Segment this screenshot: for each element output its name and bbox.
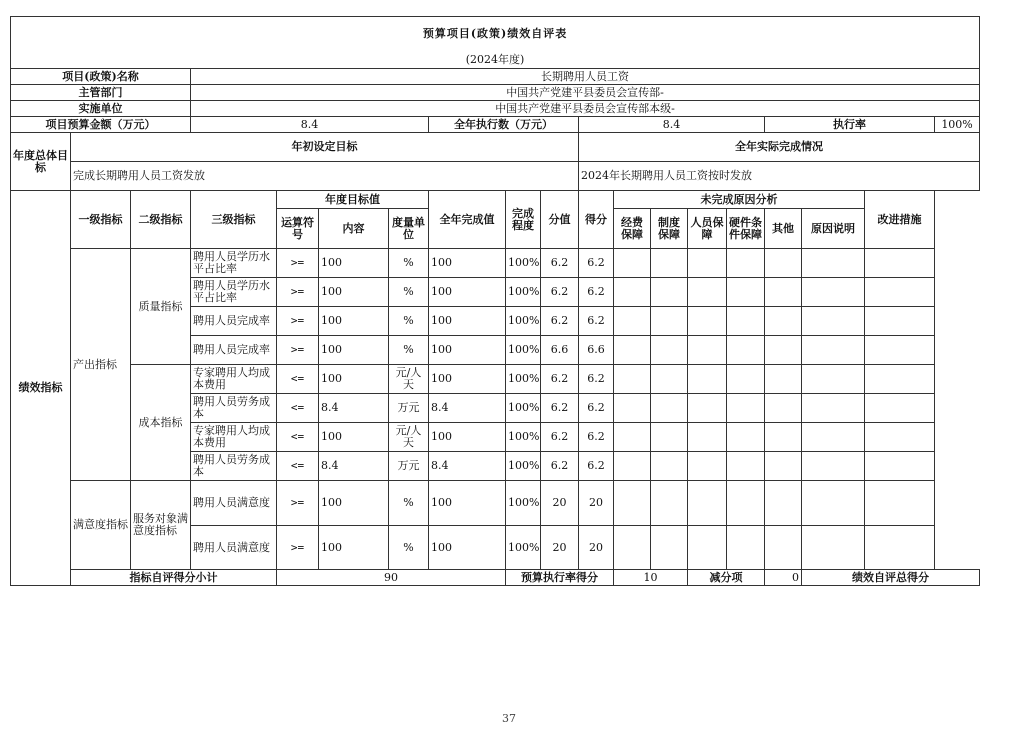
initial-goal-header: 年初设定目标 <box>71 133 579 162</box>
sheet-year: (2024年度) <box>11 51 980 69</box>
indicator-content: 100 <box>319 423 389 452</box>
empty-cell <box>614 278 651 307</box>
empty-cell <box>614 249 651 278</box>
indicator-actual: 8.4 <box>429 452 506 481</box>
indicator-got: 6.2 <box>579 452 614 481</box>
indicator-got: 6.2 <box>579 249 614 278</box>
total-label: 绩效自评总得分 <box>802 570 980 586</box>
empty-cell <box>765 394 802 423</box>
col-content: 内容 <box>319 209 389 249</box>
indicator-content: 100 <box>319 365 389 394</box>
empty-cell <box>802 249 865 278</box>
empty-cell <box>802 481 865 526</box>
indicator-content: 100 <box>319 526 389 570</box>
group-quality: 质量指标 <box>131 249 191 365</box>
empty-cell <box>651 307 688 336</box>
dept-value: 中国共产党建平县委员会宣传部- <box>191 85 980 101</box>
empty-cell <box>802 452 865 481</box>
indicator-unit: % <box>389 278 429 307</box>
empty-cell <box>865 526 935 570</box>
empty-cell <box>688 526 727 570</box>
indicator-name: 聘用人员学历水平占比率 <box>191 278 277 307</box>
empty-cell <box>651 423 688 452</box>
empty-cell <box>614 307 651 336</box>
empty-cell <box>614 336 651 365</box>
empty-cell <box>614 423 651 452</box>
indicator-unit: 元/人天 <box>389 423 429 452</box>
empty-cell <box>651 249 688 278</box>
col-level1: 一级指标 <box>71 191 131 249</box>
indicator-content: 100 <box>319 307 389 336</box>
indicator-actual: 100 <box>429 336 506 365</box>
empty-cell <box>865 423 935 452</box>
indicator-unit: % <box>389 307 429 336</box>
empty-cell <box>651 526 688 570</box>
col-full-year: 全年完成值 <box>429 191 506 249</box>
actual-result-header: 全年实际完成情况 <box>579 133 980 162</box>
indicator-score: 6.2 <box>541 423 579 452</box>
empty-cell <box>688 336 727 365</box>
col-degree: 完成程度 <box>506 191 541 249</box>
indicator-score: 20 <box>541 526 579 570</box>
indicator-content: 100 <box>319 481 389 526</box>
group-cost: 成本指标 <box>131 365 191 481</box>
indicator-score: 6.2 <box>541 307 579 336</box>
indicator-degree: 100% <box>506 452 541 481</box>
col-measures: 改进措施 <box>865 191 935 249</box>
project-name: 长期聘用人员工资 <box>191 69 980 85</box>
indicator-name: 聘用人员完成率 <box>191 336 277 365</box>
dept-label: 主管部门 <box>11 85 191 101</box>
empty-cell <box>802 423 865 452</box>
indicator-name: 聘用人员满意度 <box>191 526 277 570</box>
indicator-got: 6.2 <box>579 365 614 394</box>
indicator-op: <= <box>277 365 319 394</box>
indicator-unit: 万元 <box>389 394 429 423</box>
indicator-got: 6.2 <box>579 278 614 307</box>
page-number: 37 <box>502 712 516 725</box>
col-level3: 三级指标 <box>191 191 277 249</box>
deduct-value: 0 <box>765 570 802 586</box>
empty-cell <box>614 526 651 570</box>
empty-cell <box>727 249 765 278</box>
empty-cell <box>802 307 865 336</box>
empty-cell <box>727 452 765 481</box>
empty-cell <box>688 394 727 423</box>
indicator-degree: 100% <box>506 249 541 278</box>
empty-cell <box>865 452 935 481</box>
indicator-name: 聘用人员学历水平占比率 <box>191 249 277 278</box>
empty-cell <box>727 365 765 394</box>
indicator-op: >= <box>277 307 319 336</box>
indicator-degree: 100% <box>506 394 541 423</box>
empty-cell <box>802 278 865 307</box>
indicator-actual: 100 <box>429 307 506 336</box>
group-satisfaction: 满意度指标 <box>71 481 131 570</box>
empty-cell <box>865 249 935 278</box>
indicator-name: 聘用人员满意度 <box>191 481 277 526</box>
empty-cell <box>614 452 651 481</box>
indicator-content: 8.4 <box>319 452 389 481</box>
budget-label: 项目预算金额（万元） <box>11 117 191 133</box>
budget-score-label: 预算执行率得分 <box>506 570 614 586</box>
indicator-op: >= <box>277 526 319 570</box>
indicator-name: 聘用人员完成率 <box>191 307 277 336</box>
empty-cell <box>727 526 765 570</box>
indicator-score: 6.2 <box>541 452 579 481</box>
empty-cell <box>765 278 802 307</box>
empty-cell <box>614 365 651 394</box>
empty-cell <box>688 278 727 307</box>
indicator-got: 6.2 <box>579 394 614 423</box>
empty-cell <box>688 249 727 278</box>
empty-cell <box>765 481 802 526</box>
indicator-op: <= <box>277 452 319 481</box>
empty-cell <box>727 481 765 526</box>
indicator-op: <= <box>277 423 319 452</box>
indicator-op: >= <box>277 278 319 307</box>
indicator-unit: % <box>389 481 429 526</box>
group-service: 服务对象满意度指标 <box>131 481 191 570</box>
indicator-actual: 100 <box>429 365 506 394</box>
empty-cell <box>802 336 865 365</box>
indicator-got: 20 <box>579 526 614 570</box>
indicator-score: 20 <box>541 481 579 526</box>
empty-cell <box>688 452 727 481</box>
subtotal-label: 指标自评得分小计 <box>71 570 277 586</box>
indicator-name: 专家聘用人均成本费用 <box>191 365 277 394</box>
empty-cell <box>765 336 802 365</box>
indicator-score: 6.2 <box>541 394 579 423</box>
empty-cell <box>688 423 727 452</box>
indicator-got: 6.2 <box>579 423 614 452</box>
empty-cell <box>865 481 935 526</box>
empty-cell <box>802 526 865 570</box>
indicator-name: 聘用人员劳务成本 <box>191 452 277 481</box>
empty-cell <box>765 526 802 570</box>
indicator-op: <= <box>277 394 319 423</box>
indicator-actual: 100 <box>429 278 506 307</box>
empty-cell <box>765 452 802 481</box>
indicator-degree: 100% <box>506 365 541 394</box>
col-unit: 度量单位 <box>389 209 429 249</box>
empty-cell <box>765 249 802 278</box>
empty-cell <box>688 307 727 336</box>
empty-cell <box>727 278 765 307</box>
indicator-score: 6.2 <box>541 365 579 394</box>
empty-cell <box>865 307 935 336</box>
indicator-content: 100 <box>319 336 389 365</box>
table-row <box>11 365 980 394</box>
indicator-op: >= <box>277 481 319 526</box>
indicator-op: >= <box>277 249 319 278</box>
empty-cell <box>765 423 802 452</box>
indicator-unit: 元/人天 <box>389 365 429 394</box>
empty-cell <box>865 336 935 365</box>
exec-label: 全年执行数（万元） <box>429 117 579 133</box>
col-reason-other: 其他 <box>765 209 802 249</box>
empty-cell <box>688 481 727 526</box>
empty-cell <box>651 278 688 307</box>
empty-cell <box>865 278 935 307</box>
empty-cell <box>727 307 765 336</box>
col-reason-hardware: 硬件条件保障 <box>727 209 765 249</box>
table-row <box>11 481 980 526</box>
self-evaluation-sheet <box>10 16 973 586</box>
indicator-content: 100 <box>319 249 389 278</box>
sheet-title: 预算项目(政策)绩效自评表 <box>11 17 980 52</box>
indicator-name: 聘用人员劳务成本 <box>191 394 277 423</box>
col-reason-note: 原因说明 <box>802 209 865 249</box>
empty-cell <box>727 394 765 423</box>
empty-cell <box>802 394 865 423</box>
indicator-unit: 万元 <box>389 452 429 481</box>
empty-cell <box>865 394 935 423</box>
empty-cell <box>727 336 765 365</box>
indicator-content: 100 <box>319 278 389 307</box>
initial-goal-text: 完成长期聘用人员工资发放 <box>71 162 579 191</box>
actual-result-text: 2024年长期聘用人员工资按时发放 <box>579 162 980 191</box>
indicator-actual: 100 <box>429 481 506 526</box>
indicator-degree: 100% <box>506 423 541 452</box>
indicator-actual: 100 <box>429 423 506 452</box>
col-got: 得分 <box>579 191 614 249</box>
empty-cell <box>614 394 651 423</box>
empty-cell <box>651 336 688 365</box>
indicator-score: 6.2 <box>541 278 579 307</box>
project-name-label: 项目(政策)名称 <box>11 69 191 85</box>
table-row <box>11 249 980 278</box>
empty-cell <box>865 365 935 394</box>
unit-label: 实施单位 <box>11 101 191 117</box>
col-reason-funding: 经费保障 <box>614 209 651 249</box>
indicator-got: 6.6 <box>579 336 614 365</box>
indicator-content: 8.4 <box>319 394 389 423</box>
indicator-op: >= <box>277 336 319 365</box>
col-level2: 二级指标 <box>131 191 191 249</box>
indicator-degree: 100% <box>506 307 541 336</box>
deduct-label: 减分项 <box>688 570 765 586</box>
col-reason-staff: 人员保障 <box>688 209 727 249</box>
evaluation-table <box>10 16 980 586</box>
empty-cell <box>651 452 688 481</box>
empty-cell <box>765 365 802 394</box>
empty-cell <box>651 394 688 423</box>
indicator-score: 6.2 <box>541 249 579 278</box>
col-score: 分值 <box>541 191 579 249</box>
annual-goal-label: 年度总体目标 <box>11 133 71 191</box>
perf-indicator-label: 绩效指标 <box>11 191 71 586</box>
empty-cell <box>802 365 865 394</box>
group-output: 产出指标 <box>71 249 131 481</box>
empty-cell <box>727 423 765 452</box>
indicator-actual: 100 <box>429 526 506 570</box>
unit-value: 中国共产党建平县委员会宣传部本级- <box>191 101 980 117</box>
subtotal-value: 90 <box>277 570 506 586</box>
indicator-degree: 100% <box>506 481 541 526</box>
exec-value: 8.4 <box>579 117 765 133</box>
col-op: 运算符号 <box>277 209 319 249</box>
empty-cell <box>614 481 651 526</box>
indicator-degree: 100% <box>506 526 541 570</box>
col-annual-target: 年度目标值 <box>277 191 429 209</box>
empty-cell <box>651 365 688 394</box>
rate-label: 执行率 <box>765 117 935 133</box>
indicator-name: 专家聘用人均成本费用 <box>191 423 277 452</box>
indicator-unit: % <box>389 526 429 570</box>
indicator-got: 6.2 <box>579 307 614 336</box>
budget-value: 8.4 <box>191 117 429 133</box>
empty-cell <box>688 365 727 394</box>
col-reason-system: 制度保障 <box>651 209 688 249</box>
indicator-degree: 100% <box>506 278 541 307</box>
budget-score-value: 10 <box>614 570 688 586</box>
indicator-actual: 100 <box>429 249 506 278</box>
empty-cell <box>651 481 688 526</box>
indicator-unit: % <box>389 336 429 365</box>
rate-value: 100% <box>935 117 980 133</box>
indicator-unit: % <box>389 249 429 278</box>
empty-cell <box>765 307 802 336</box>
indicator-got: 20 <box>579 481 614 526</box>
indicator-score: 6.6 <box>541 336 579 365</box>
indicator-actual: 8.4 <box>429 394 506 423</box>
indicator-degree: 100% <box>506 336 541 365</box>
col-reasons: 未完成原因分析 <box>614 191 865 209</box>
